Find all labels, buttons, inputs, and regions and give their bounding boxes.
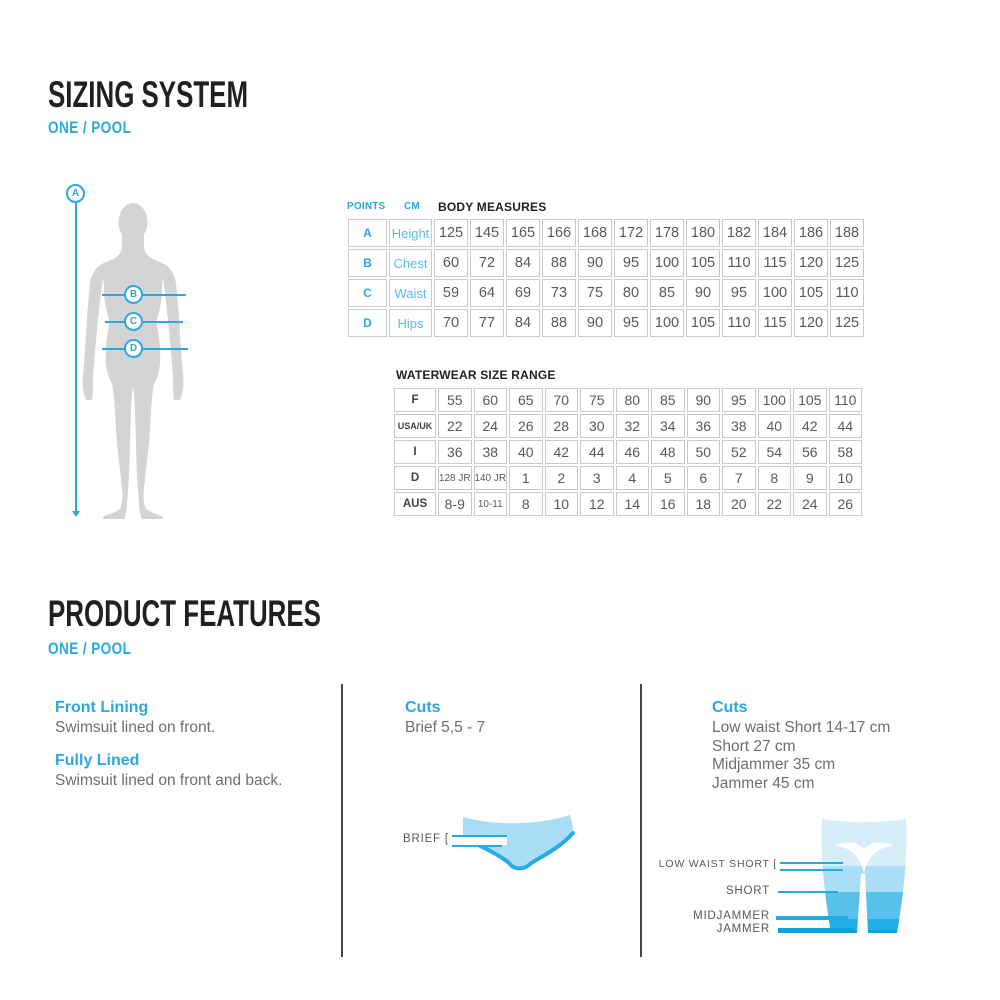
table-cell: 3 (580, 466, 614, 490)
table-cell: 65 (509, 388, 543, 412)
table-cell: 84 (506, 249, 540, 277)
table-cell: D (348, 309, 387, 337)
table-cell: C (348, 279, 387, 307)
point-c-marker (124, 312, 143, 331)
table-cell: USA/UK (394, 414, 436, 438)
table-cell: 20 (722, 492, 756, 516)
table-cell: 44 (829, 414, 863, 438)
low-waist-short-diagram-label: LOW WAIST SHORT [ (658, 858, 777, 870)
table-cell: 184 (758, 219, 792, 247)
table-cell: 34 (651, 414, 685, 438)
point-b-marker (124, 285, 143, 304)
table-cell: 180 (686, 219, 720, 247)
table-cell: 186 (794, 219, 828, 247)
table-cell: 70 (545, 388, 579, 412)
table-cell: 95 (722, 388, 756, 412)
table-cell: 145 (470, 219, 504, 247)
hips-measure-line (102, 348, 188, 350)
table-cell: 24 (474, 414, 508, 438)
table-cell: 85 (650, 279, 684, 307)
jammer-cuts-column (712, 699, 997, 793)
table-cell: 166 (542, 219, 576, 247)
table-cell: 64 (470, 279, 504, 307)
table-row (394, 388, 862, 412)
table-cell: 95 (614, 309, 648, 337)
table-cell: 40 (758, 414, 792, 438)
brief-cuts-heading: Cuts (405, 699, 441, 716)
table-cell: 9 (793, 466, 827, 490)
table-cell: 6 (687, 466, 721, 490)
table-cell: 110 (722, 249, 756, 277)
table-cell: 10 (545, 492, 579, 516)
brief-cuts-text: Brief 5,5 - 7 (405, 719, 486, 736)
body-measures-table (348, 219, 864, 339)
table-cell: 22 (438, 414, 472, 438)
table-cell: 75 (580, 388, 614, 412)
body-measures-header: BODY MEASURES (438, 200, 547, 214)
cm-column-header: CM (404, 201, 420, 212)
table-row (394, 414, 862, 438)
table-cell: 100 (650, 249, 684, 277)
points-column-header: POINTS (347, 201, 386, 212)
table-cell: Chest (389, 249, 432, 277)
table-cell: A (348, 219, 387, 247)
table-cell: 105 (686, 249, 720, 277)
table-cell: 69 (506, 279, 540, 307)
table-cell: 88 (542, 309, 576, 337)
table-row (394, 492, 862, 516)
table-cell: 36 (438, 440, 472, 464)
sizing-system-subtitle: ONE / POOL (48, 118, 132, 137)
waist-measure-line (105, 321, 183, 323)
brief-leader-line-bottom (452, 845, 502, 847)
table-cell: 46 (616, 440, 650, 464)
table-cell: 24 (793, 492, 827, 516)
brief-leader-line-top (452, 835, 507, 837)
table-cell: 100 (758, 388, 792, 412)
table-cell: 84 (506, 309, 540, 337)
table-cell: 100 (758, 279, 792, 307)
table-cell: 40 (509, 440, 543, 464)
low-waist-short-leader-top (780, 862, 843, 864)
table-cell: F (394, 388, 436, 412)
table-cell: 55 (438, 388, 472, 412)
table-cell: 28 (545, 414, 579, 438)
table-cell: 95 (722, 279, 756, 307)
table-cell: 75 (578, 279, 612, 307)
cut-line-low-waist-short: Low waist Short 14-17 cm (712, 719, 891, 736)
table-cell: 100 (650, 309, 684, 337)
table-cell: 44 (580, 440, 614, 464)
point-d-marker (124, 339, 143, 358)
table-cell: 59 (434, 279, 468, 307)
table-cell: 120 (794, 249, 828, 277)
table-cell: 38 (722, 414, 756, 438)
table-cell: 105 (686, 309, 720, 337)
table-cell: 50 (687, 440, 721, 464)
table-cell: 32 (616, 414, 650, 438)
waterwear-size-range-header: WATERWEAR SIZE RANGE (396, 368, 556, 382)
table-cell: 90 (578, 309, 612, 337)
table-cell: Waist (389, 279, 432, 307)
table-cell: 90 (686, 279, 720, 307)
table-cell: 8 (758, 466, 792, 490)
table-cell: 4 (616, 466, 650, 490)
table-cell: 90 (687, 388, 721, 412)
fully-lined-heading: Fully Lined (55, 751, 140, 769)
table-cell: 56 (793, 440, 827, 464)
product-features-subtitle: ONE / POOL (48, 639, 132, 658)
table-cell: 115 (758, 309, 792, 337)
brief-bracket-gap (452, 837, 507, 845)
table-cell: 8 (509, 492, 543, 516)
table-cell: 188 (830, 219, 864, 247)
cut-line-jammer: Jammer 45 cm (712, 774, 815, 792)
table-row (348, 309, 864, 337)
table-cell: 128 JR (438, 466, 472, 490)
table-cell: 80 (616, 388, 650, 412)
jammer-diagram-label: JAMMER (716, 923, 770, 935)
point-a-label: A (71, 188, 80, 199)
table-cell: 16 (651, 492, 685, 516)
table-cell: 58 (829, 440, 863, 464)
table-cell: 12 (580, 492, 614, 516)
table-cell: 165 (506, 219, 540, 247)
table-cell: 115 (758, 249, 792, 277)
midjammer-diagram-label: MIDJAMMER (693, 910, 770, 922)
table-cell: 120 (794, 309, 828, 337)
table-cell: 125 (830, 309, 864, 337)
table-cell: 172 (614, 219, 648, 247)
chest-measure-line (102, 294, 186, 296)
table-cell: Height (389, 219, 432, 247)
column-divider-left (341, 684, 343, 957)
sizing-system-title: SIZING SYSTEM (48, 74, 249, 115)
front-lining-heading: Front Lining (55, 699, 149, 716)
table-cell: 42 (793, 414, 827, 438)
table-cell: AUS (394, 492, 436, 516)
brief-cuts-column (405, 699, 690, 752)
table-row (348, 279, 864, 307)
table-cell: D (394, 466, 436, 490)
table-cell: 2 (545, 466, 579, 490)
short-leader-line (778, 891, 838, 893)
table-cell: 26 (509, 414, 543, 438)
table-cell: 60 (474, 388, 508, 412)
table-cell: I (394, 440, 436, 464)
table-cell: 52 (722, 440, 756, 464)
table-cell: 105 (794, 279, 828, 307)
table-cell: 85 (651, 388, 685, 412)
short-diagram-label: SHORT (725, 885, 770, 897)
table-cell: 14 (616, 492, 650, 516)
jammer-cuts-heading: Cuts (712, 699, 748, 716)
table-cell: 125 (434, 219, 468, 247)
table-cell: 110 (722, 309, 756, 337)
table-cell: 8-9 (438, 492, 472, 516)
table-cell: 72 (470, 249, 504, 277)
table-cell: 77 (470, 309, 504, 337)
jammer-leader-line (778, 928, 854, 933)
front-lining-text: Swimsuit lined on front. (55, 719, 216, 736)
point-c-label: C (129, 316, 138, 327)
table-cell: 105 (793, 388, 827, 412)
table-cell: 60 (434, 249, 468, 277)
table-cell: 42 (545, 440, 579, 464)
table-cell: 38 (474, 440, 508, 464)
table-row (348, 249, 864, 277)
table-cell: 110 (829, 388, 863, 412)
fully-lined-text: Swimsuit lined on front and back. (55, 771, 283, 789)
table-cell: Hips (389, 309, 432, 337)
table-cell: 10 (829, 466, 863, 490)
table-cell: 168 (578, 219, 612, 247)
lining-column (55, 699, 340, 804)
cut-line-short: Short 27 cm (712, 737, 796, 755)
table-cell: 48 (651, 440, 685, 464)
table-cell: 26 (829, 492, 863, 516)
table-cell: 22 (758, 492, 792, 516)
height-line-arrow (72, 511, 80, 517)
table-cell: 80 (614, 279, 648, 307)
midjammer-leader-line (776, 916, 848, 920)
table-row (394, 440, 862, 464)
table-cell: B (348, 249, 387, 277)
table-cell: 90 (578, 249, 612, 277)
low-waist-short-leader-bottom (780, 869, 843, 871)
size-range-table (394, 388, 862, 518)
table-row (394, 466, 862, 490)
table-cell: 73 (542, 279, 576, 307)
table-cell: 88 (542, 249, 576, 277)
table-cell: 5 (651, 466, 685, 490)
point-a-marker (66, 184, 85, 203)
table-cell: 125 (830, 249, 864, 277)
table-cell: 140 JR (474, 466, 508, 490)
point-b-label: B (129, 289, 138, 300)
table-row (348, 219, 864, 247)
table-cell: 1 (509, 466, 543, 490)
table-cell: 36 (687, 414, 721, 438)
table-cell: 70 (434, 309, 468, 337)
table-cell: 10-11 (474, 492, 508, 516)
point-d-label: D (129, 343, 138, 354)
table-cell: 178 (650, 219, 684, 247)
table-cell: 30 (580, 414, 614, 438)
table-cell: 95 (614, 249, 648, 277)
product-features-title: PRODUCT FEATURES (48, 593, 321, 634)
table-cell: 182 (722, 219, 756, 247)
height-measure-line (75, 202, 77, 513)
brief-diagram-label: BRIEF [ (403, 833, 449, 845)
table-cell: 18 (687, 492, 721, 516)
table-cell: 110 (830, 279, 864, 307)
cut-line-midjammer: Midjammer 35 cm (712, 756, 836, 773)
table-cell: 7 (722, 466, 756, 490)
table-cell: 54 (758, 440, 792, 464)
